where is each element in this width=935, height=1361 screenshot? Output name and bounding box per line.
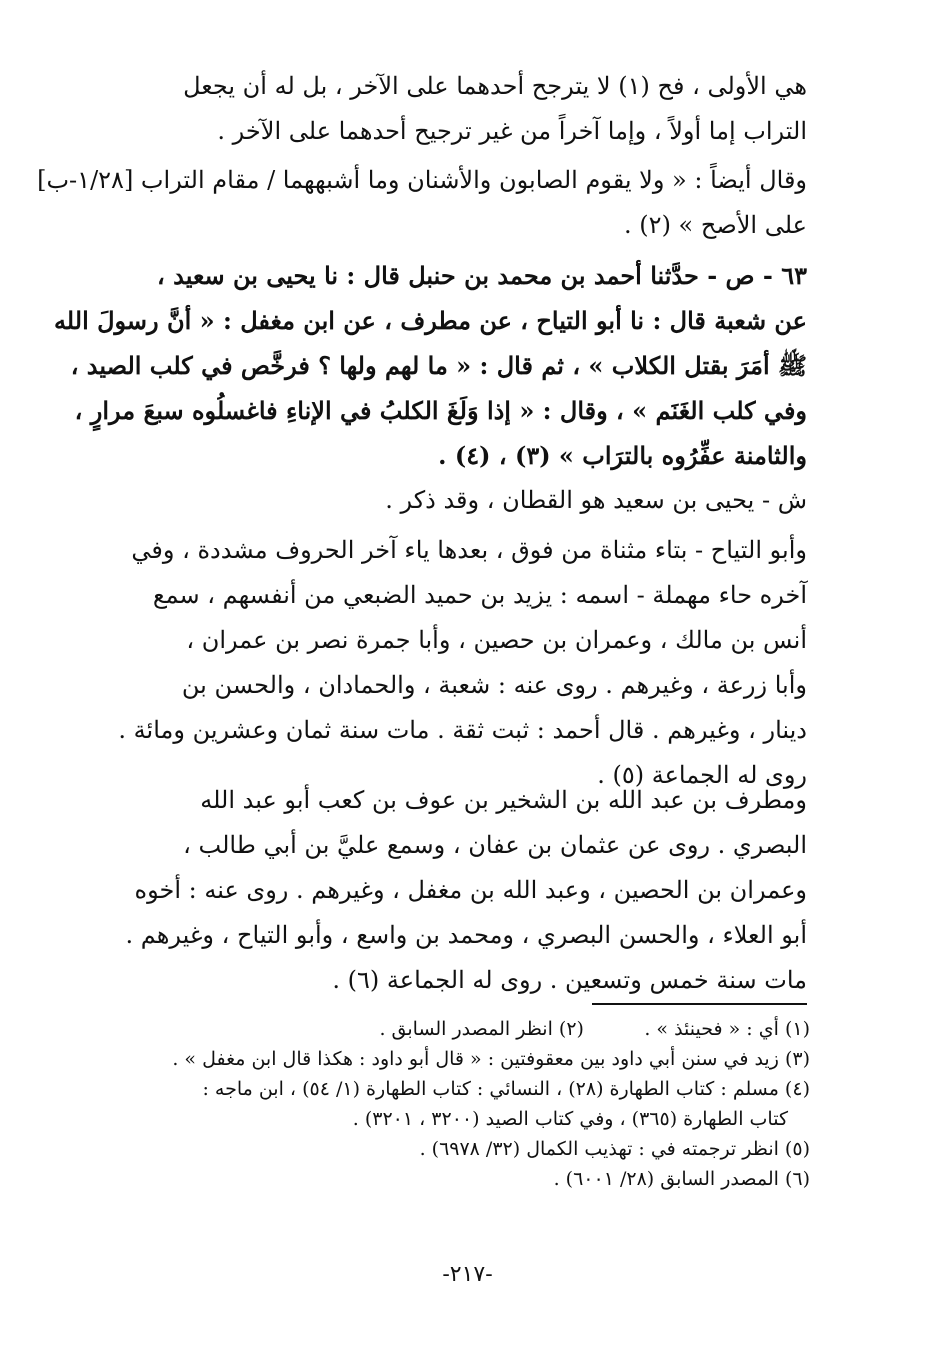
text-line: ﷺ أمَرَ بقتل الكلاب » ، ثم قال : « ما لهم ولها ؟ فرخَّص في كلب الصيد ،: [70, 351, 807, 380]
text-line: ومطرف بن عبد الله بن الشخير بن عوف بن كعب أبو عبد الله: [200, 786, 807, 814]
footnote-continuation: كتاب الطهارة (٣٦٥) ، وفي كتاب الصيد (٣٢٠٠ ، ٣٢٠١) .: [352, 1108, 788, 1130]
hadith-text: [53, 253, 807, 478]
text-line: وأبو التياح - بتاء مثناة من فوق ، بعدها ياء آخر الحروف مشددة ، وفي: [131, 536, 807, 564]
paragraph-1: [127, 64, 807, 154]
paragraph-2: [37, 158, 807, 248]
text-line: وفي كلب الغَنَم » ، وقال : « إذا وَلَغَ الكلبُ في الإناءِ فاغسلُوه سبعَ مرارٍ ،: [74, 396, 807, 425]
text-line: على الأصح » (٢) .: [624, 211, 807, 239]
footnote: (٣) زيد في سنن أبي داود بين معقوفتين : « قال أبو داود : هكذا قال ابن مغفل » .: [172, 1048, 810, 1070]
text-line: البصري . روى عن عثمان بن عفان ، وسمع عليَّ بن أبي طالب ،: [183, 831, 807, 859]
footnotes: [110, 1014, 810, 1194]
text-line: وعمران بن الحصين ، وعبد الله بن مغفل ، وغيرهم . روى عنه : أخوه: [134, 876, 807, 904]
text-line: أنس بن مالك ، وعمران بن حصين ، وأبا جمرة نصر بن عمران ،: [186, 626, 807, 654]
text-line: هي الأولى ، فح (١) لا يترجح أحدهما على الآخر ، بل له أن يجعل: [183, 72, 807, 100]
page-number: -٢١٧-: [442, 1262, 493, 1287]
footnote: (٦) المصدر السابق (٢٨/ ٦٠٠١) .: [553, 1168, 810, 1190]
text-line: مات سنة خمس وتسعين . روى له الجماعة (٦) .: [332, 966, 807, 994]
footnote: (١) أي : « فحينئذ » . (٢) انظر المصدر السابق .: [379, 1018, 810, 1040]
text-line: عن شعبة قال : نا أبو التياح ، عن مطرف ، عن ابن مغفل : « أنَّ رسولَ الله: [53, 306, 807, 335]
text-line: آخره حاء مهملة - اسمه : يزيد بن حميد الضبعي من أنفسهم ، سمع: [152, 581, 807, 609]
text-line: التراب إما أولاً ، وإما آخراً من غير ترجيح أحدهما على الآخر .: [217, 117, 807, 145]
text-line: دينار ، وغيرهم . قال أحمد : ثبت ثقة . مات سنة ثمان وعشرين ومائة .: [118, 716, 807, 744]
text-line: وقال أيضاً : « ولا يقوم الصابون والأشنان وما أشبههما / مقام التراب [١/٢٨-ب]: [37, 166, 807, 194]
text-line: وأبا زرعة ، وغيرهم . روى عنه : شعبة ، والحمادان ، والحسن بن: [181, 671, 807, 699]
text-line: ٦٣ - ص - حدَّثنا أحمد بن محمد بن حنبل قال : نا يحيى بن سعيد ،: [157, 261, 807, 290]
paragraph-3: [118, 528, 807, 798]
text-line: والثامنة عفِّرُوه بالترَاب » (٣) ، (٤) .: [438, 441, 807, 470]
text-line: أبو العلاء ، والحسن البصري ، ومحمد بن واسع ، وأبو التياح ، وغيرهم .: [125, 921, 807, 949]
text-line: روى له الجماعة (٥) .: [597, 761, 807, 789]
sharh-intro: [127, 478, 807, 523]
footnote-separator: [592, 1003, 807, 1005]
footnote: (٥) انظر ترجمته في : تهذيب الكمال (٣٢/ ٦٩٧٨) .: [419, 1138, 810, 1160]
text-line: ش - يحيى بن سعيد هو القطان ، وقد ذكر .: [385, 486, 807, 514]
footnote: (٤) مسلم : كتاب الطهارة (٢٨) ، النسائي : كتاب الطهارة (١/ ٥٤) ، ابن ماجه :: [202, 1078, 810, 1100]
paragraph-4: [127, 778, 807, 1003]
